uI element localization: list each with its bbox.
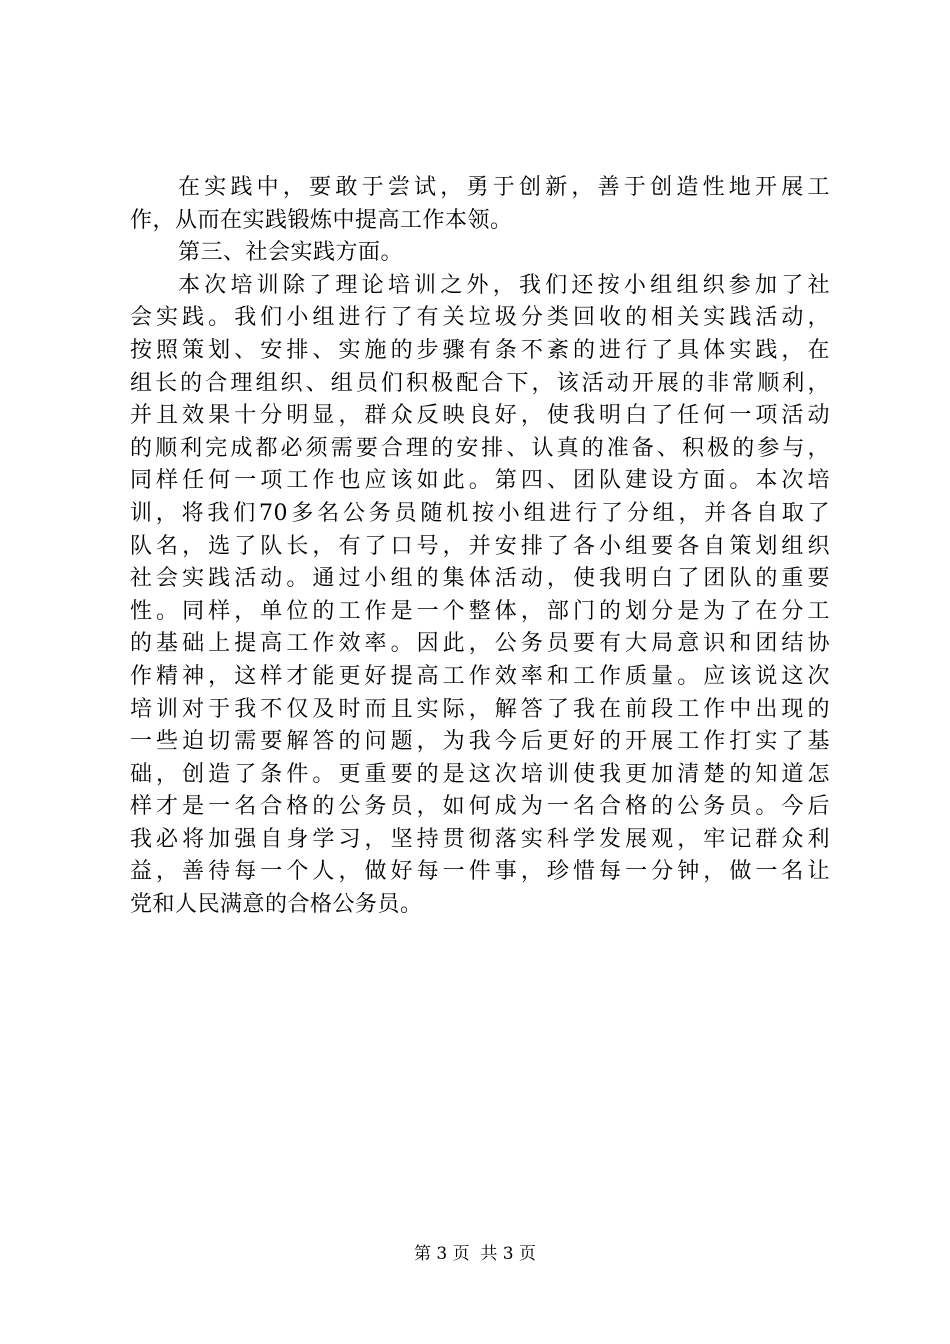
text-line: 我必将加强自身学习，坚持贯彻落实科学发展观，牢记群众利 <box>130 826 830 852</box>
text-line: 按照策划、安排、实施的步骤有条不紊的进行了具体实践，在 <box>130 337 830 363</box>
text-line: 队名，选了队长，有了口号，并安排了各小组要各自策划组织 <box>130 533 830 559</box>
text-line: 作，从而在实践锻炼中提高工作本领。 <box>130 207 513 233</box>
text-line: 性。同样，单位的工作是一个整体，部门的划分是为了在分工 <box>130 598 830 624</box>
text-line: 会实践。我们小组进行了有关垃圾分类回收的相关实践活动， <box>130 305 830 331</box>
text-line: 培训对于我不仅及时而且实际，解答了我在前段工作中出现的 <box>130 696 830 722</box>
text-line: 并且效果十分明显，群众反映良好，使我明白了任何一项活动 <box>130 403 830 429</box>
text-line: 在实践中，要敢于尝试，勇于创新，善于创造性地开展工 <box>178 175 830 200</box>
text-line: 训，将我们70多名公务员随机按小组进行了分组，并各自取了 <box>130 500 830 526</box>
page-footer: 第 3 页 共 3 页 <box>413 1244 537 1264</box>
text-line: 作精神，这样才能更好提高工作效率和工作质量。应该说这次 <box>130 663 830 689</box>
text-line: 第三、社会实践方面。 <box>178 240 404 266</box>
document-body <box>130 172 830 922</box>
text-line: 益，善待每一个人，做好每一件事，珍惜每一分钟，做一名让 <box>130 859 830 885</box>
text-line: 本次培训除了理论培训之外，我们还按小组组织参加了社 <box>178 272 830 298</box>
text-line: 的顺利完成都必须需要合理的安排、认真的准备、积极的参与， <box>130 435 830 461</box>
text-line: 社会实践活动。通过小组的集体活动，使我明白了团队的重要 <box>130 566 830 592</box>
text-line: 一些迫切需要解答的问题，为我今后更好的开展工作打实了基 <box>130 729 830 755</box>
text-line: 样才是一名合格的公务员，如何成为一名合格的公务员。今后 <box>130 794 830 820</box>
text-line: 同样任何一项工作也应该如此。第四、团队建设方面。本次培 <box>130 468 830 494</box>
text-line: 组长的合理组织、组员们积极配合下，该活动开展的非常顺利， <box>130 370 830 396</box>
text-line: 础，创造了条件。更重要的是这次培训使我更加清楚的知道怎 <box>130 761 830 787</box>
text-line: 党和人民满意的合格公务员。 <box>130 892 423 918</box>
text-line: 的基础上提高工作效率。因此，公务员要有大局意识和团结协 <box>130 631 830 657</box>
